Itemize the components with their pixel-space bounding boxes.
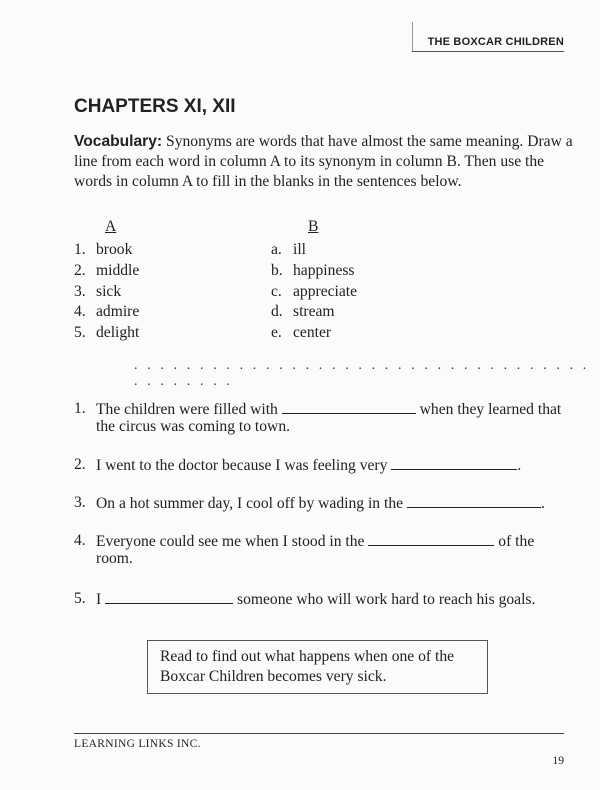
column-b-item: c. appreciate [271,283,358,300]
footer-rule [74,733,564,734]
column-b-item: d. stream [271,303,335,320]
sentence-item: 2. I went to the doctor because I was feeling very . [74,456,522,474]
running-header: THE BOXCAR CHILDREN [427,36,564,48]
page-number: 19 [552,755,564,767]
answer-blank[interactable] [368,532,494,546]
column-b-item: b. happiness [271,262,355,279]
reading-prompt-box: Read to find out what happens when one of the Boxcar Children becomes very sick. [147,640,488,694]
sentence-item: 5. I someone who will work hard to reach his goals. [74,590,536,608]
answer-blank[interactable] [105,590,233,604]
column-a-heading: A [105,218,117,235]
answer-blank[interactable] [282,400,416,414]
answer-blank[interactable] [391,456,517,470]
column-a-item: 2. middle [74,262,140,279]
column-b-item: a. ill [271,241,306,258]
publisher-name: LEARNING LINKS INC. [74,738,201,750]
column-a-item: 3. sick [74,283,122,300]
sentence-item: 1. The children were filled with when they learned that the circus was coming to town. [74,400,562,435]
column-b-heading: B [308,218,319,235]
answer-blank[interactable] [407,494,541,508]
column-a-item: 1. brook [74,241,133,258]
header-rule [412,51,564,52]
column-b-item: e. center [271,324,332,341]
instructions-text: Synonyms are words that have almost the same meaning. Draw a line from each word in column A to its synonym in column B. Then use the words in column A to fill in the blanks in the sentences below. [74,133,573,190]
column-a-item: 4. admire [74,303,140,320]
chapter-title: CHAPTERS XI, XII [74,96,236,117]
column-a-item: 5. delight [74,324,140,341]
sentence-item: 3. On a hot summer day, I cool off by wading in the . [74,494,545,512]
vocabulary-label: Vocabulary: [74,133,163,150]
vocabulary-instructions [74,132,574,192]
sentence-item: 4. Everyone could see me when I stood in the of the room. [74,532,535,567]
dotted-separator: . . . . . . . . . . . . . . . . . . . . . . . . . . . . . . . . . . . . . . . . . . . [134,358,590,389]
